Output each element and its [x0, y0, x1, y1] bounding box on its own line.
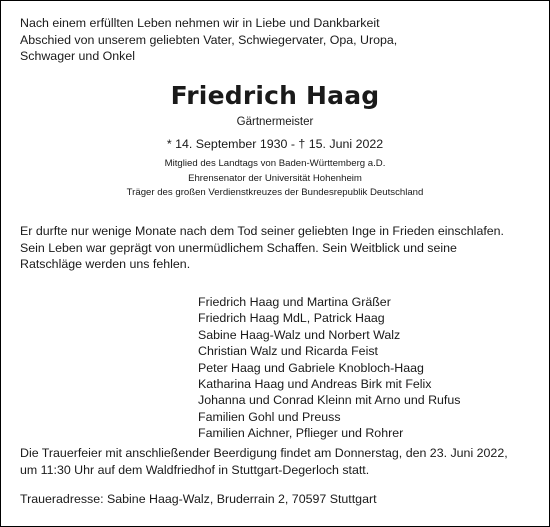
- funeral-line: um 11:30 Uhr auf dem Waldfriedhof in Stuttgart-Degerloch statt.: [20, 462, 370, 477]
- memorial-line: Ratschläge werden uns fehlen.: [20, 257, 191, 271]
- intro-line: Abschied von unserem geliebten Vater, Schwiegervater, Opa, Uropa,: [20, 32, 398, 47]
- mourner-item: Sabine Haag-Walz und Norbert Walz: [198, 327, 401, 342]
- memorial-line: Sein Leben war geprägt von unermüdlichem Schaffen. Sein Weitblick und seine: [20, 240, 457, 255]
- mourning-address: Traueradresse: Sabine Haag-Walz, Bruderrain 2, 70597 Stuttgart: [20, 492, 377, 506]
- honor-item: Ehrensenator der Universität Hohenheim: [188, 172, 362, 184]
- mourner-item: Friedrich Haag MdL, Patrick Haag: [198, 311, 385, 326]
- memorial-paragraph: [20, 223, 535, 273]
- intro-line: Nach einem erfüllten Leben nehmen wir in Liebe und Dankbarkeit: [20, 16, 380, 30]
- mourner-item: Friedrich Haag und Martina Gräßer: [198, 295, 391, 309]
- mourner-item: Katharina Haag und Andreas Birk mit Felix: [198, 377, 432, 392]
- mourner-item: Familien Gohl und Preuss: [198, 409, 341, 424]
- mourner-item: Johanna und Conrad Kleinn mit Arno und Rufus: [198, 393, 461, 408]
- funeral-info: [20, 445, 508, 478]
- mourner-item: Familien Aichner, Pflieger und Rohrer: [198, 426, 404, 441]
- deceased-name: Friedrich Haag: [170, 81, 380, 110]
- mourners-list: [198, 294, 460, 442]
- honor-item: Träger des großen Verdienstkreuzes der Bundesrepublik Deutschland: [126, 187, 424, 198]
- memorial-line: Er durfte nur wenige Monate nach dem Tod seiner geliebten Inge in Frieden einschlafen.: [20, 224, 504, 238]
- mourner-item: Christian Walz und Ricarda Feist: [198, 344, 378, 359]
- funeral-line: Die Trauerfeier mit anschließender Beerdigung findet am Donnerstag, den 23. Juni 2022,: [20, 446, 508, 460]
- intro-line: Schwager und Onkel: [20, 49, 136, 63]
- honors-list: [1, 157, 549, 201]
- honor-item: Mitglied des Landtags von Baden-Württemberg a.D.: [164, 158, 386, 169]
- mourner-item: Peter Haag und Gabriele Knobloch-Haag: [198, 360, 424, 375]
- deceased-profession: Gärtnermeister: [236, 116, 314, 128]
- life-dates: * 14. September 1930 - † 15. Juni 2022: [166, 137, 384, 151]
- intro-paragraph: [20, 15, 520, 65]
